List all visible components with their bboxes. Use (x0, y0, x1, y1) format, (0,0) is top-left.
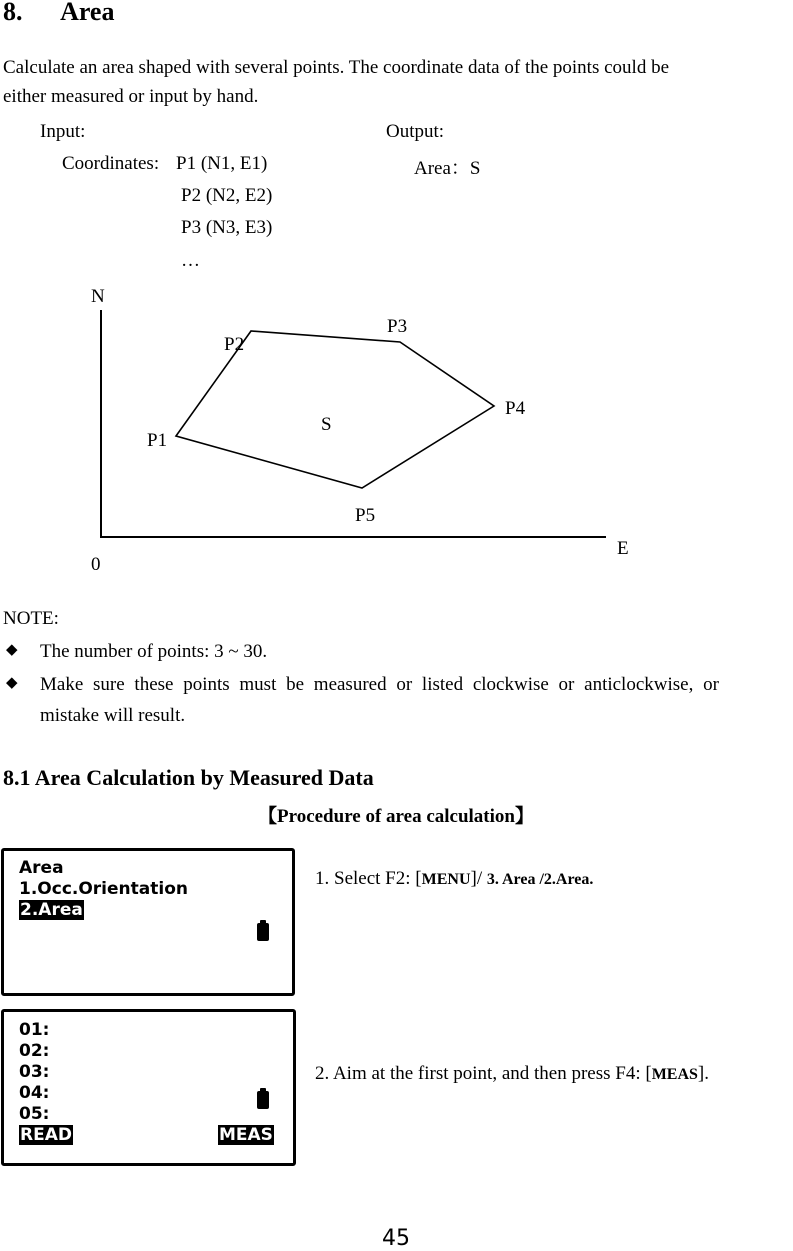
section-heading (3, 0, 114, 27)
screen2-point-05: 05: (19, 1104, 50, 1124)
area-output: Area：S (414, 158, 481, 179)
step-2-meas-key: MEAS (651, 1066, 698, 1083)
section-number: 8. (3, 0, 23, 26)
step-1-prefix: 1. Select F2: [ (315, 868, 422, 889)
area-s-label: S (321, 414, 332, 435)
coordinate-p1: P1 (N1, E1) (176, 153, 268, 174)
note-bullet-1: The number of points: 3 ~ 30. (40, 641, 268, 662)
area-diagram (0, 270, 793, 590)
input-label: Input: (40, 121, 86, 142)
screen1-title: Area (19, 858, 64, 878)
step-1-menu-key: MENU (421, 871, 471, 888)
screen2-point-03: 03: (19, 1062, 50, 1082)
screen1-menu-occ-orientation: 1.Occ.Orientation (19, 879, 188, 899)
origin-label: 0 (91, 554, 101, 575)
screen1-menu-area-selected: 2.Area (20, 900, 83, 920)
point-p4-label: P4 (505, 398, 526, 419)
point-p1-label: P1 (147, 430, 168, 451)
coordinates-label: Coordinates: (62, 153, 160, 174)
section-title: Area (60, 0, 115, 26)
softkey-read[interactable]: READ (20, 1125, 72, 1145)
battery-icon (257, 1091, 269, 1109)
coordinate-ellipsis: … (181, 250, 200, 271)
note-bullet-2-line-1: Make sure these points must be measured or listed clockwise or anticlockwise, or (40, 674, 719, 695)
coordinate-p3: P3 (N3, E3) (181, 217, 273, 238)
bullet-diamond-icon: ◆ (6, 675, 18, 691)
screen2-point-04: 04: (19, 1083, 50, 1103)
note-title: NOTE: (3, 608, 59, 629)
step-1-text (315, 868, 593, 890)
coordinate-p2: P2 (N2, E2) (181, 185, 273, 206)
procedure-title: 【Procedure of area calculation】 (258, 806, 534, 827)
screen2-point-02: 02: (19, 1041, 50, 1061)
step-1-path: 3. Area /2.Area. (486, 871, 594, 888)
page-number: 45 (382, 1226, 410, 1251)
point-p2-label: P2 (224, 334, 245, 355)
lcd-screen-area-menu (1, 848, 295, 996)
output-label: Output: (386, 121, 445, 142)
intro-line-1: Calculate an area shaped with several points. The coordinate data of the points could be (3, 57, 670, 78)
axis-e-label: E (617, 538, 629, 559)
battery-icon (257, 923, 269, 941)
bullet-diamond-icon: ◆ (6, 642, 18, 658)
step-1-mid: ]/ (470, 868, 487, 889)
point-p3-label: P3 (387, 316, 408, 337)
subsection-title: 8.1 Area Calculation by Measured Data (3, 765, 374, 790)
point-p5-label: P5 (355, 505, 376, 526)
softkey-meas[interactable]: MEAS (219, 1125, 273, 1145)
step-2-suffix: ]. (697, 1063, 709, 1084)
axis-n-label: N (91, 286, 105, 307)
step-2-text (315, 1063, 709, 1085)
note-bullet-2-line-2: mistake will result. (40, 705, 186, 726)
screen2-point-01: 01: (19, 1020, 50, 1040)
step-2-prefix: 2. Aim at the first point, and then press F4: [ (315, 1063, 652, 1084)
lcd-screen-area-points (1, 1009, 296, 1166)
intro-line-2: either measured or input by hand. (3, 86, 259, 107)
